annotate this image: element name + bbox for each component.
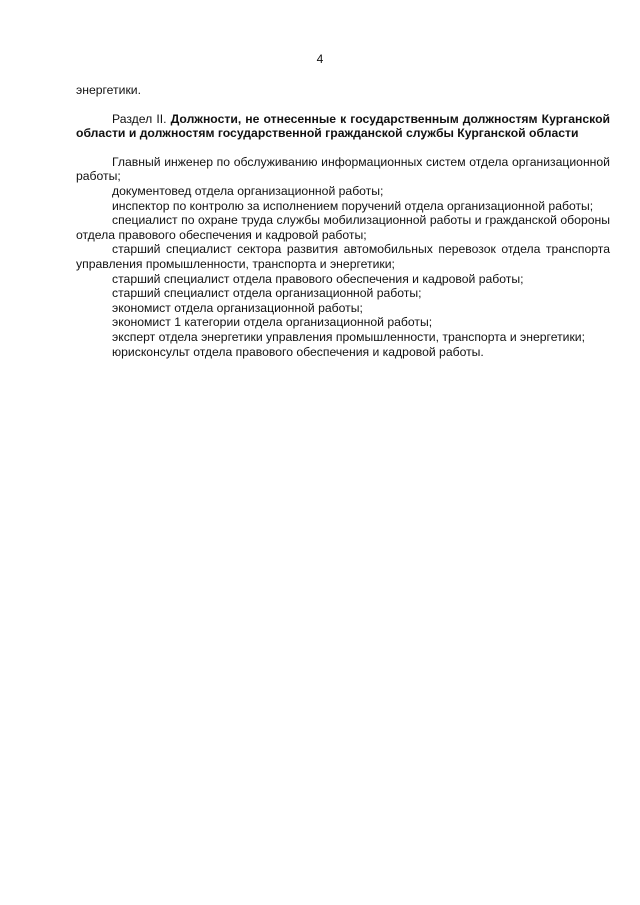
document-body [76, 83, 610, 359]
page-number: 4 [316, 52, 324, 66]
list-item: экономист отдела организационной работы; [112, 300, 363, 315]
list-item: экономист 1 категории отдела организационной работы; [112, 315, 433, 330]
list-item: Главный инженер по обслуживанию информационных систем отдела организационной работы; [76, 154, 610, 184]
list-item: документовед отдела организационной работы; [112, 183, 384, 198]
positions-list [76, 155, 610, 359]
list-item: специалист по охране труда службы мобилизационной работы и гражданской обороны отдела правового обеспечения и кадровой работы; [76, 213, 610, 242]
list-item: эксперт отдела энергетики управления промышленности, транспорта и энергетики; [112, 329, 585, 344]
section-heading [76, 112, 610, 141]
list-item: старший специалист отдела организационной работы; [112, 286, 422, 301]
list-item: юрисконсульт отдела правового обеспечения и кадровой работы. [112, 344, 484, 359]
list-item: старший специалист отдела правового обеспечения и кадровой работы; [112, 271, 524, 286]
list-item: старший специалист сектора развития автомобильных перевозок отдела транспорта управления промышленности, транспорта и энергетики; [76, 242, 610, 271]
section-title: Должности, не отнесенные к государственным должностям Курганской области и должностям государственной гражданской службы Курганской области [76, 111, 611, 141]
list-item: инспектор по контролю за исполнением поручений отдела организационной работы; [112, 198, 594, 213]
section-prefix: Раздел II. [112, 111, 167, 126]
continuation-text: энергетики. [76, 83, 141, 97]
